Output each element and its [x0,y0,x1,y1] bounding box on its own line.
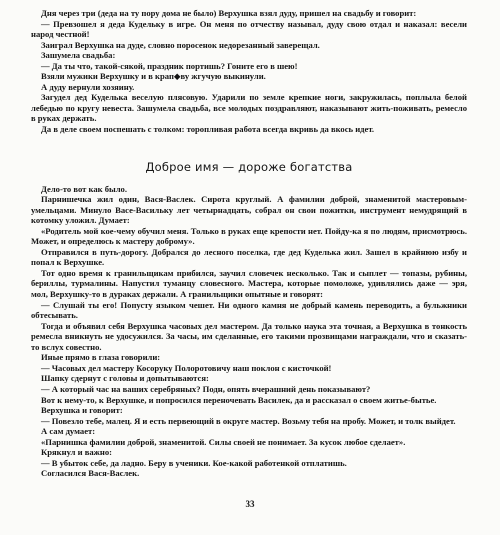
paragraph: «Парнишка фамилии доброй, знаменитой. Силы своей не понимает. За кусок любое сделает». [41,436,406,447]
paragraph: «Родитель мой кое-чему обучил меня. Только в руках еще крепости нет. Пойду-ка я по людям, присмотрюсь. Может, и определюсь к мастеру доброму». [31,225,467,247]
paragraph: — Часовых дел мастеру Косоруку Полоротовичу наш поклон с кисточкой! [41,362,332,373]
paragraph: — Слушай ты его! Попусту языком чешет. Ни одного камня не добрый камень переводить, а бульжники обтесывать. [31,299,467,321]
paragraph: — Да ты что, такой-сякой, праздник портишь? Гоните его в шею! [41,60,298,71]
story-ending-text [31,8,467,135]
paragraph: Зашумела свадьба: [41,50,116,61]
paragraph: Да в деле своем поспешать с толком: торопливая работа всегда вкривь да вкось идет. [41,124,375,135]
paragraph: Заиграл Верхушка на дуде, словно поросенок недорезанный заверещал. [41,39,320,50]
paragraph: Иные прямо в глаза говорили: [41,352,161,363]
paragraph: Согласился Вася-Васлек. [41,468,140,479]
paragraph: Крякнул и важно: [41,447,112,458]
section-title: Доброе имя — дороже богатства [145,159,353,174]
page-number: 33 [245,499,255,509]
paragraph: — Превзошел я деда Кудельку в игре. Он меня по отчеству называл, дуду свою отдал и наказал: весели народ честной! [31,18,467,40]
paragraph: А дуду вернули хозяину. [41,81,135,92]
paragraph: — В убыток себе, да ладно. Беру в ученики. Кое-какой работенкой отплатишь. [41,457,347,468]
paragraph: — Повезло тебе, малец. Я и есть первеющий в округе мастер. Возьму тебя на пробу. Может, и толк выйдет. [41,415,456,426]
paragraph: Верхушка и говорит: [41,405,123,416]
paragraph: Взяли мужики Верхушку и в крап◆ву жгучую выкинули. [41,71,266,82]
paragraph: Загудел дед Куделька веселую плясовую. Ударили по земле крепкие ноги, закружилась, поплыла белой лебедью по кругу невеста. Зашумела свадьба, все молодых поздравляют, наказывают жить-поживать, ремесло в руках держать. [31,92,467,124]
paragraph: — А который час на ваших серебряных? Подн, опять вчерашний день показывают? [41,383,371,394]
story-text [31,184,467,479]
section-gap [31,135,467,160]
paragraph: Парнишечка жил один, Вася-Васлек. Сирота круглый. А фамилии доброй, знаменитой мастеровым-умельцами. Минуло Васе-Васильку лет четырнадцать, собрал он свои пожитки, инструмент немудрящий в котомку уложил. Думает: [31,194,467,226]
paragraph: Тогда и объявил себя Верхушка часовых дел мастером. Да только наука эта точная, а Верхушка в тонкость ремесла вникнуть не удосужился. За часы, им сделанные, его такими прозвищами награждали, что и сказать-то вслух совестно. [31,320,467,352]
paragraph: Отправился в путь-дорогу. Добрался до лесного поселка, где дед Куделька жил. Зашел в крайнюю избу и попал к Верхушке. [31,246,467,268]
paragraph: Шапку сдернут с головы и допытываются: [41,373,209,384]
paragraph: Тот одно время к гранильщикам прибился, заучил словечек несколько. Так и сыплет — топазы, рубины, бериллы, турмалины. Напустил туманцу словесного. Мастера, которые помоложе, удивлялись даже — эря, мол, Верхушку-то в дураках держали. А гранильщики опытные и говорят: [31,267,467,300]
paragraph: Вот к нему-то, к Верхушке, и попросился переночевать Василек, да и рассказал о своем житье-бытье. [41,394,437,405]
paragraph: А сам думает: [41,426,96,437]
paragraph: Дня через три (деда на ту пору дома не было) Верхушка взял дуду, пришел на свадьбу и говорит: [41,8,417,18]
paragraph: Дело-то вот как было. [41,183,127,194]
